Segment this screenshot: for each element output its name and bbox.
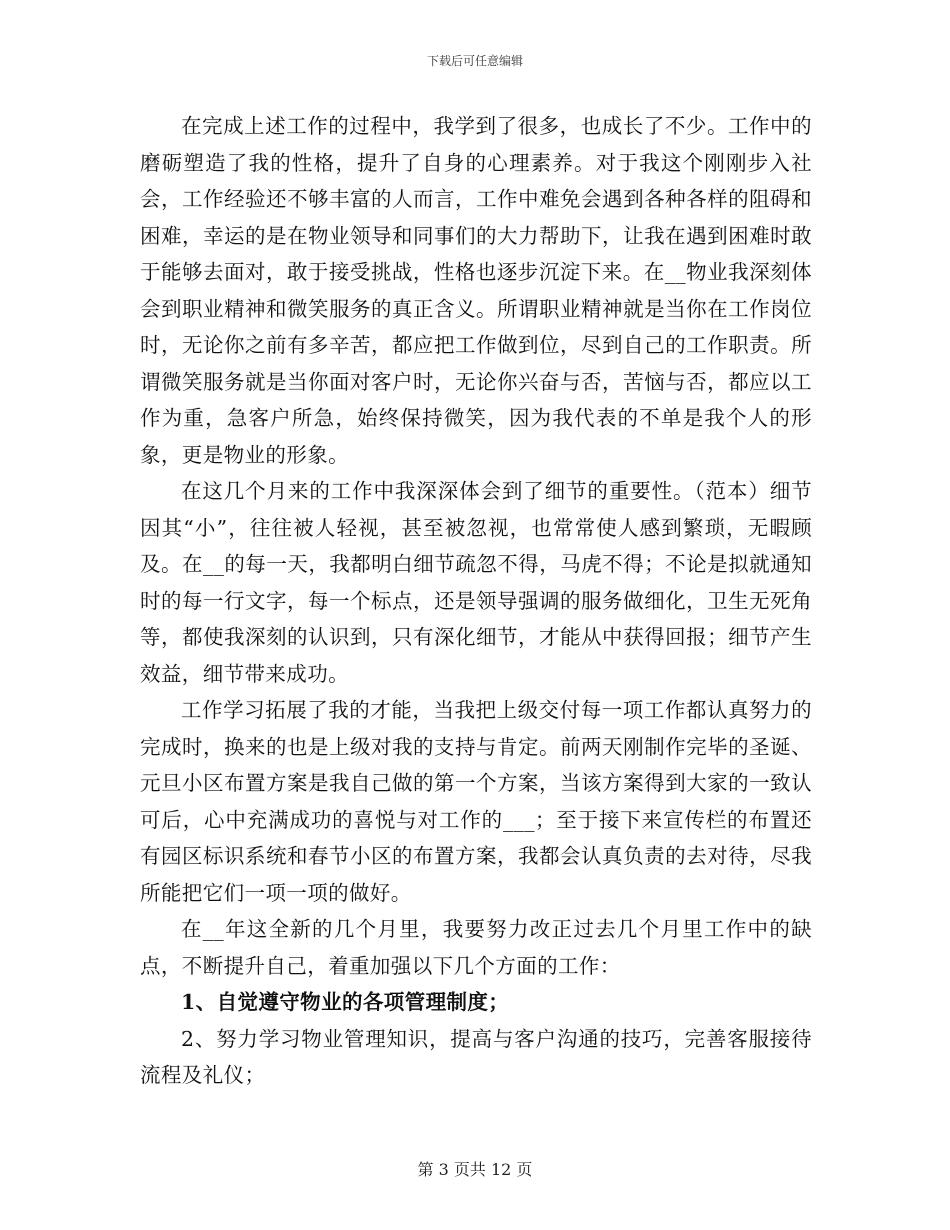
plan-item-1: 1、自觉遵守物业的各项管理制度； [181, 990, 510, 1014]
document-body [140, 108, 812, 1094]
paragraph-skills: 工作学习拓展了我的才能，当我把上级交付每一项工作都认真努力的完成时，换来的也是上级对我的支持与肯定。前两天刚制作完毕的圣诞、元旦小区布置方案是我自己做的第一个方案，当该方案得到大家的一致认可后，心中充满成功的喜悦与对工作的___；至于接下来宣传栏的布置还有园区标识系统和春节小区的布置方案，我都会认真负责的去对待，尽我所能把它们一项一项的做好。 [140, 698, 812, 905]
paragraph-details: 在这几个月来的工作中我深深体会到了细节的重要性。（范本）细节因其“小”，往往被人轻视，甚至被忽视，也常常使人感到繁琐，无暇顾及。在__的每一天，我都明白细节疏忽不得，马虎不得；不论是拟就通知时的每一行文字，每一个标点，还是领导强调的服务做细化，卫生无死角等，都使我深刻的认识到，只有深化细节，才能从中获得回报；细节产生效益，细节带来成功。 [140, 479, 812, 686]
plan-item-2: 2、努力学习物业管理知识，提高与客户沟通的技巧，完善客服接待流程及礼仪； [140, 1026, 812, 1087]
paragraph-plan-intro: 在__年这全新的几个月里，我要努力改正过去几个月里工作中的缺点，不断提升自己，着重加强以下几个方面的工作： [140, 917, 812, 978]
paragraph-growth: 在完成上述工作的过程中，我学到了很多，也成长了不少。工作中的磨砺塑造了我的性格，提升了自身的心理素养。对于我这个刚刚步入社会，工作经验还不够丰富的人而言，工作中难免会遇到各种各样的阻碍和困难，幸运的是在物业领导和同事们的大力帮助下，让我在遇到困难时敢于能够去面对，敢于接受挑战，性格也逐步沉淀下来。在__物业我深刻体会到职业精神和微笑服务的真正含义。所谓职业精神就是当你在工作岗位时，无论你之前有多辛苦，都应把工作做到位，尽到自己的工作职责。所谓微笑服务就是当你面对客户时，无论你兴奋与否，苦恼与否，都应以工作为重，急客户所急，始终保持微笑，因为我代表的不单是我个人的形象，更是物业的形象。 [140, 114, 812, 467]
page-footer: 第 3 页共 12 页 [417, 1160, 533, 1179]
page-header: 下载后可任意编辑 [426, 54, 523, 68]
